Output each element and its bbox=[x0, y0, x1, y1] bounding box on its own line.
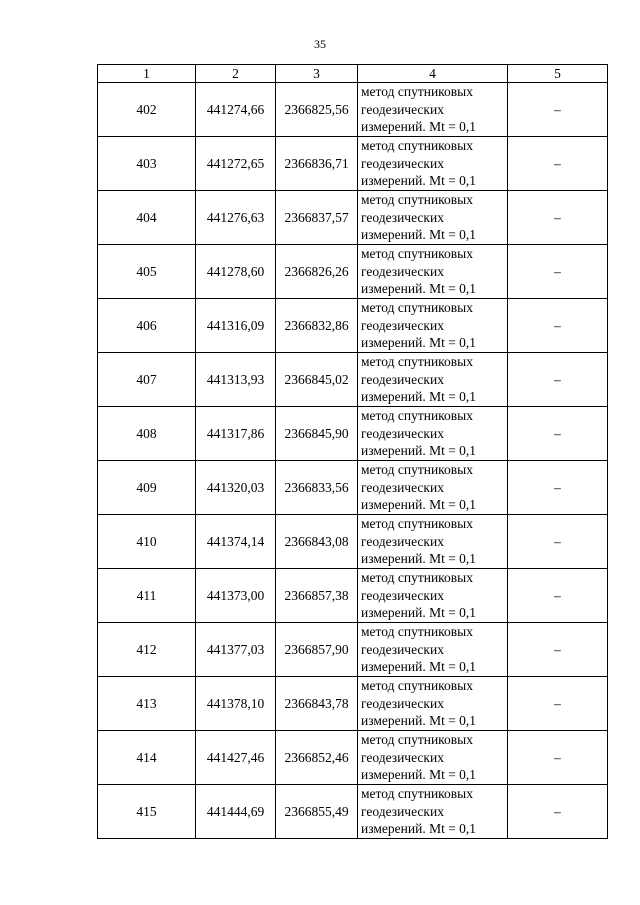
method-line: измерений. Mt = 0,1 bbox=[361, 551, 477, 567]
method-cell bbox=[358, 515, 508, 569]
method-line: измерений. Mt = 0,1 bbox=[361, 227, 477, 243]
y-coordinate-cell: 2366852,46 bbox=[276, 731, 358, 785]
description-cell: – bbox=[508, 677, 608, 731]
method-line: метод спутниковых bbox=[361, 246, 473, 262]
x-coordinate-cell: 441316,09 bbox=[196, 299, 276, 353]
point-number-cell: 409 bbox=[98, 461, 196, 515]
y-coordinate-cell: 2366837,57 bbox=[276, 191, 358, 245]
table-row bbox=[98, 677, 608, 731]
description-cell: – bbox=[508, 137, 608, 191]
point-number-cell: 405 bbox=[98, 245, 196, 299]
method-line: метод спутниковых bbox=[361, 624, 473, 640]
method-line: измерений. Mt = 0,1 bbox=[361, 281, 477, 297]
method-line: геодезических bbox=[361, 749, 444, 765]
x-coordinate-cell: 441374,14 bbox=[196, 515, 276, 569]
point-number-cell: 402 bbox=[98, 83, 196, 137]
x-coordinate-cell: 441274,66 bbox=[196, 83, 276, 137]
point-number-cell: 404 bbox=[98, 191, 196, 245]
point-number-cell: 414 bbox=[98, 731, 196, 785]
method-line: измерений. Mt = 0,1 bbox=[361, 821, 477, 837]
y-coordinate-cell: 2366857,38 bbox=[276, 569, 358, 623]
table-row bbox=[98, 83, 608, 137]
description-cell: – bbox=[508, 569, 608, 623]
method-line: метод спутниковых bbox=[361, 84, 473, 100]
y-coordinate-cell: 2366833,56 bbox=[276, 461, 358, 515]
description-cell: – bbox=[508, 191, 608, 245]
page-number: 35 bbox=[314, 37, 326, 51]
method-line: измерений. Mt = 0,1 bbox=[361, 605, 477, 621]
point-number-cell: 408 bbox=[98, 407, 196, 461]
method-line: измерений. Mt = 0,1 bbox=[361, 389, 477, 405]
method-line: геодезических bbox=[361, 425, 444, 441]
table-row bbox=[98, 461, 608, 515]
method-line: метод спутниковых bbox=[361, 300, 473, 316]
method-line: геодезических bbox=[361, 533, 444, 549]
coordinates-table bbox=[97, 64, 608, 839]
method-line: измерений. Mt = 0,1 bbox=[361, 497, 477, 513]
method-cell bbox=[358, 623, 508, 677]
x-coordinate-cell: 441444,69 bbox=[196, 785, 276, 839]
table-row bbox=[98, 731, 608, 785]
y-coordinate-cell: 2366857,90 bbox=[276, 623, 358, 677]
method-line: геодезических bbox=[361, 695, 444, 711]
table-row bbox=[98, 191, 608, 245]
point-number-cell: 412 bbox=[98, 623, 196, 677]
method-line: метод спутниковых bbox=[361, 570, 473, 586]
x-coordinate-cell: 441378,10 bbox=[196, 677, 276, 731]
method-line: метод спутниковых bbox=[361, 192, 473, 208]
method-line: геодезических bbox=[361, 803, 444, 819]
description-cell: – bbox=[508, 785, 608, 839]
table-row bbox=[98, 137, 608, 191]
table-row bbox=[98, 569, 608, 623]
method-line: измерений. Mt = 0,1 bbox=[361, 443, 477, 459]
method-line: геодезических bbox=[361, 209, 444, 225]
method-line: геодезических bbox=[361, 317, 444, 333]
method-line: геодезических bbox=[361, 587, 444, 603]
method-cell bbox=[358, 461, 508, 515]
point-number-cell: 411 bbox=[98, 569, 196, 623]
table-row bbox=[98, 353, 608, 407]
x-coordinate-cell: 441373,00 bbox=[196, 569, 276, 623]
method-line: измерений. Mt = 0,1 bbox=[361, 767, 477, 783]
point-number-cell: 407 bbox=[98, 353, 196, 407]
description-cell: – bbox=[508, 245, 608, 299]
column-header-4: 4 bbox=[358, 65, 508, 83]
description-cell: – bbox=[508, 623, 608, 677]
method-line: измерений. Mt = 0,1 bbox=[361, 713, 477, 729]
method-cell bbox=[358, 191, 508, 245]
x-coordinate-cell: 441317,86 bbox=[196, 407, 276, 461]
table-row bbox=[98, 245, 608, 299]
table-row bbox=[98, 299, 608, 353]
point-number-cell: 410 bbox=[98, 515, 196, 569]
method-line: геодезических bbox=[361, 263, 444, 279]
x-coordinate-cell: 441377,03 bbox=[196, 623, 276, 677]
x-coordinate-cell: 441276,63 bbox=[196, 191, 276, 245]
point-number-cell: 406 bbox=[98, 299, 196, 353]
point-number-cell: 403 bbox=[98, 137, 196, 191]
y-coordinate-cell: 2366836,71 bbox=[276, 137, 358, 191]
description-cell: – bbox=[508, 407, 608, 461]
table-row bbox=[98, 785, 608, 839]
table-row bbox=[98, 515, 608, 569]
y-coordinate-cell: 2366843,78 bbox=[276, 677, 358, 731]
method-line: метод спутниковых bbox=[361, 786, 473, 802]
description-cell: – bbox=[508, 731, 608, 785]
method-line: геодезических bbox=[361, 371, 444, 387]
y-coordinate-cell: 2366843,08 bbox=[276, 515, 358, 569]
x-coordinate-cell: 441313,93 bbox=[196, 353, 276, 407]
description-cell: – bbox=[508, 83, 608, 137]
method-line: метод спутниковых bbox=[361, 516, 473, 532]
method-line: метод спутниковых bbox=[361, 408, 473, 424]
description-cell: – bbox=[508, 353, 608, 407]
table-row bbox=[98, 623, 608, 677]
method-cell bbox=[358, 407, 508, 461]
table-header-row bbox=[98, 65, 608, 83]
y-coordinate-cell: 2366845,02 bbox=[276, 353, 358, 407]
method-line: геодезических bbox=[361, 641, 444, 657]
method-cell bbox=[358, 299, 508, 353]
table-row bbox=[98, 407, 608, 461]
point-number-cell: 413 bbox=[98, 677, 196, 731]
point-number-cell: 415 bbox=[98, 785, 196, 839]
description-cell: – bbox=[508, 515, 608, 569]
y-coordinate-cell: 2366826,26 bbox=[276, 245, 358, 299]
column-header-5: 5 bbox=[508, 65, 608, 83]
method-line: измерений. Mt = 0,1 bbox=[361, 119, 477, 135]
method-cell bbox=[358, 137, 508, 191]
method-line: геодезических bbox=[361, 101, 444, 117]
method-cell bbox=[358, 353, 508, 407]
method-line: метод спутниковых bbox=[361, 732, 473, 748]
column-header-2: 2 bbox=[196, 65, 276, 83]
method-line: измерений. Mt = 0,1 bbox=[361, 335, 477, 351]
method-line: метод спутниковых bbox=[361, 138, 473, 154]
x-coordinate-cell: 441427,46 bbox=[196, 731, 276, 785]
description-cell: – bbox=[508, 299, 608, 353]
y-coordinate-cell: 2366855,49 bbox=[276, 785, 358, 839]
method-line: метод спутниковых bbox=[361, 678, 473, 694]
method-line: измерений. Mt = 0,1 bbox=[361, 659, 477, 675]
method-cell bbox=[358, 677, 508, 731]
method-line: метод спутниковых bbox=[361, 354, 473, 370]
x-coordinate-cell: 441278,60 bbox=[196, 245, 276, 299]
method-cell bbox=[358, 731, 508, 785]
y-coordinate-cell: 2366832,86 bbox=[276, 299, 358, 353]
y-coordinate-cell: 2366845,90 bbox=[276, 407, 358, 461]
method-cell bbox=[358, 245, 508, 299]
description-cell: – bbox=[508, 461, 608, 515]
x-coordinate-cell: 441320,03 bbox=[196, 461, 276, 515]
method-line: геодезических bbox=[361, 479, 444, 495]
method-cell bbox=[358, 785, 508, 839]
column-header-1: 1 bbox=[98, 65, 196, 83]
method-cell bbox=[358, 569, 508, 623]
method-line: измерений. Mt = 0,1 bbox=[361, 173, 477, 189]
method-line: метод спутниковых bbox=[361, 462, 473, 478]
method-cell bbox=[358, 83, 508, 137]
table-body bbox=[98, 83, 608, 839]
method-line: геодезических bbox=[361, 155, 444, 171]
column-header-3: 3 bbox=[276, 65, 358, 83]
x-coordinate-cell: 441272,65 bbox=[196, 137, 276, 191]
y-coordinate-cell: 2366825,56 bbox=[276, 83, 358, 137]
